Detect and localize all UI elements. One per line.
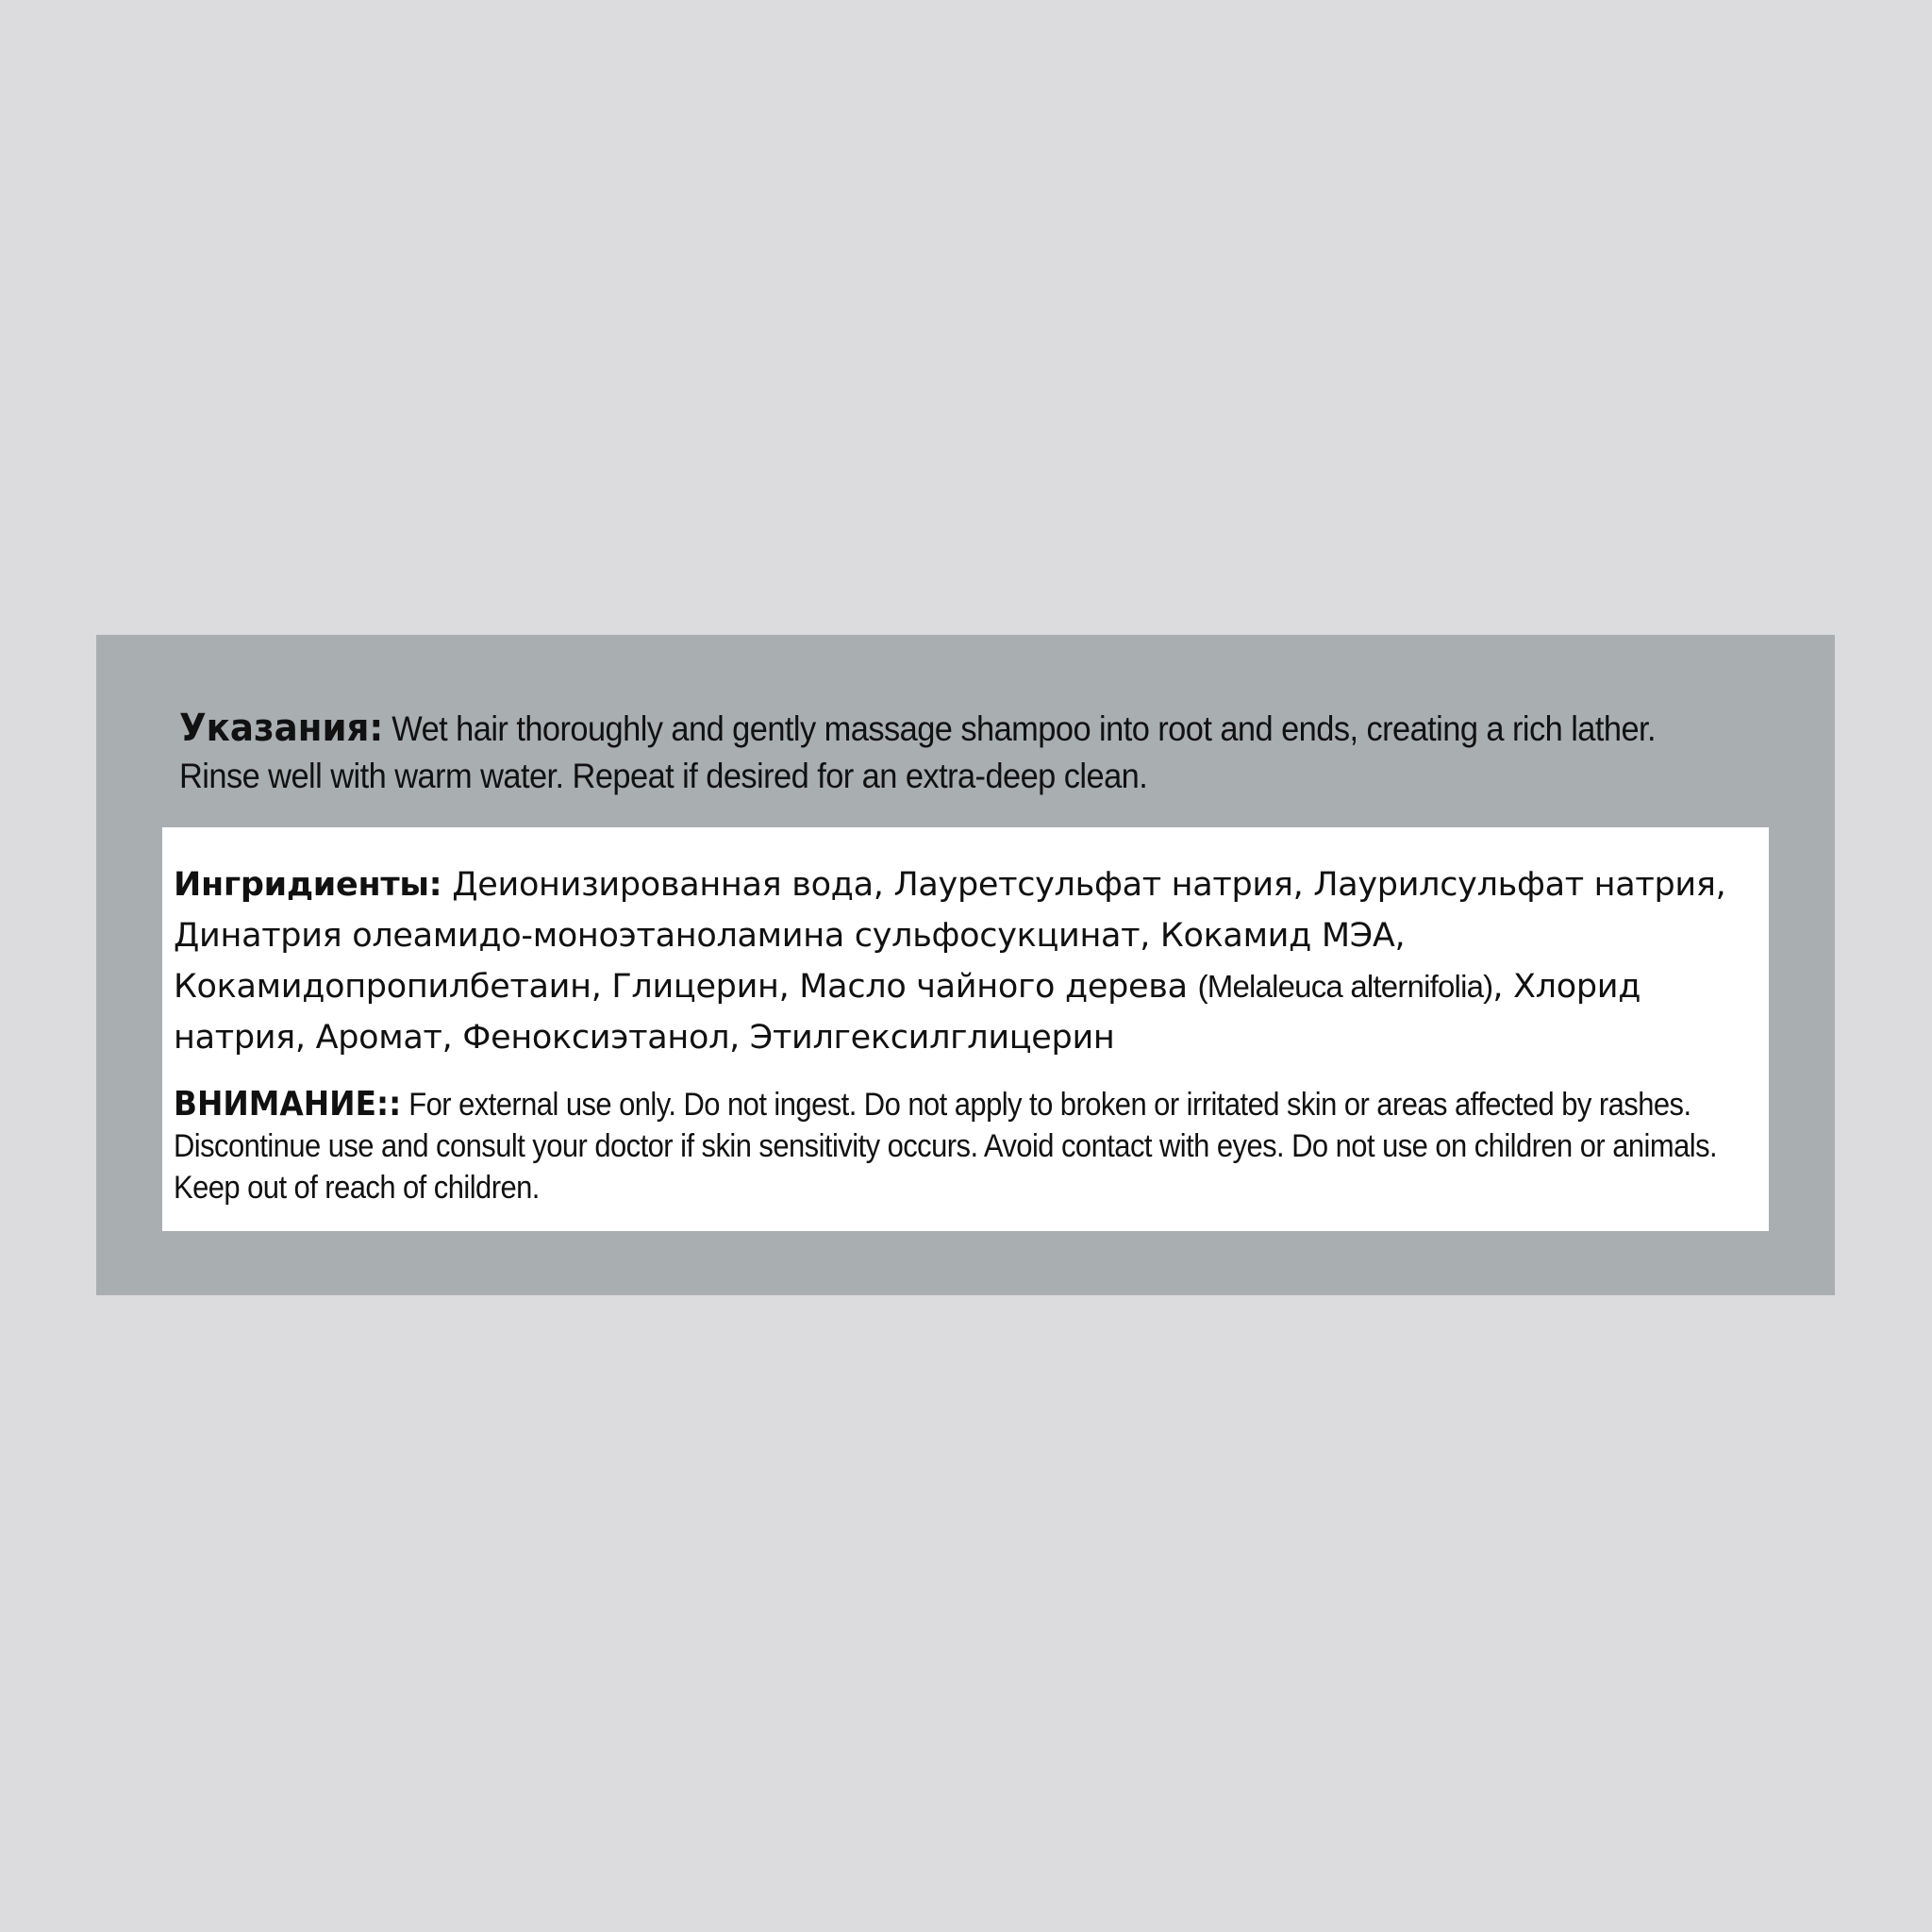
warning-section	[174, 1084, 1736, 1208]
label-panel	[96, 635, 1835, 1295]
ingredients-heading: Ингридиенты:	[174, 866, 442, 904]
directions-section	[179, 705, 1671, 800]
ingredients-section	[174, 859, 1758, 1063]
ingredients-text: Деионизированная вода, Лауретсульфат натрия, Лаурилсульфат натрия, Динатрия олеамидо-моноэтаноламина сульфосукцинат, Кокамид МЭА, Кокамидопропилбетаин, Глицерин, Масло чайного дерева	[174, 866, 1726, 1006]
ingredients-text-end: , Хлорид натрия, Аромат, Феноксиэтанол, Этилгексилглицерин	[174, 968, 1641, 1057]
directions-heading: Указания:	[179, 707, 384, 750]
warning-text: For external use only. Do not ingest. Do not apply to broken or irritated skin or areas affected by rashes. Discontinue use and consult your doctor if skin sensitivity occurs. Avoid contact with eyes. Do not use on children or animals. Keep out of reach of children.	[174, 1087, 1718, 1206]
ingredients-latin-name: (Melaleuca alternifolia)	[1197, 969, 1493, 1004]
directions-text: Wet hair thoroughly and gently massage shampoo into root and ends, creating a rich lather. Rinse well with warm water. Repeat if desired for an extra-deep clean.	[179, 709, 1657, 795]
warning-heading: ВНИМАНИЕ::	[174, 1085, 402, 1124]
ingredients-warning-box	[162, 827, 1769, 1231]
